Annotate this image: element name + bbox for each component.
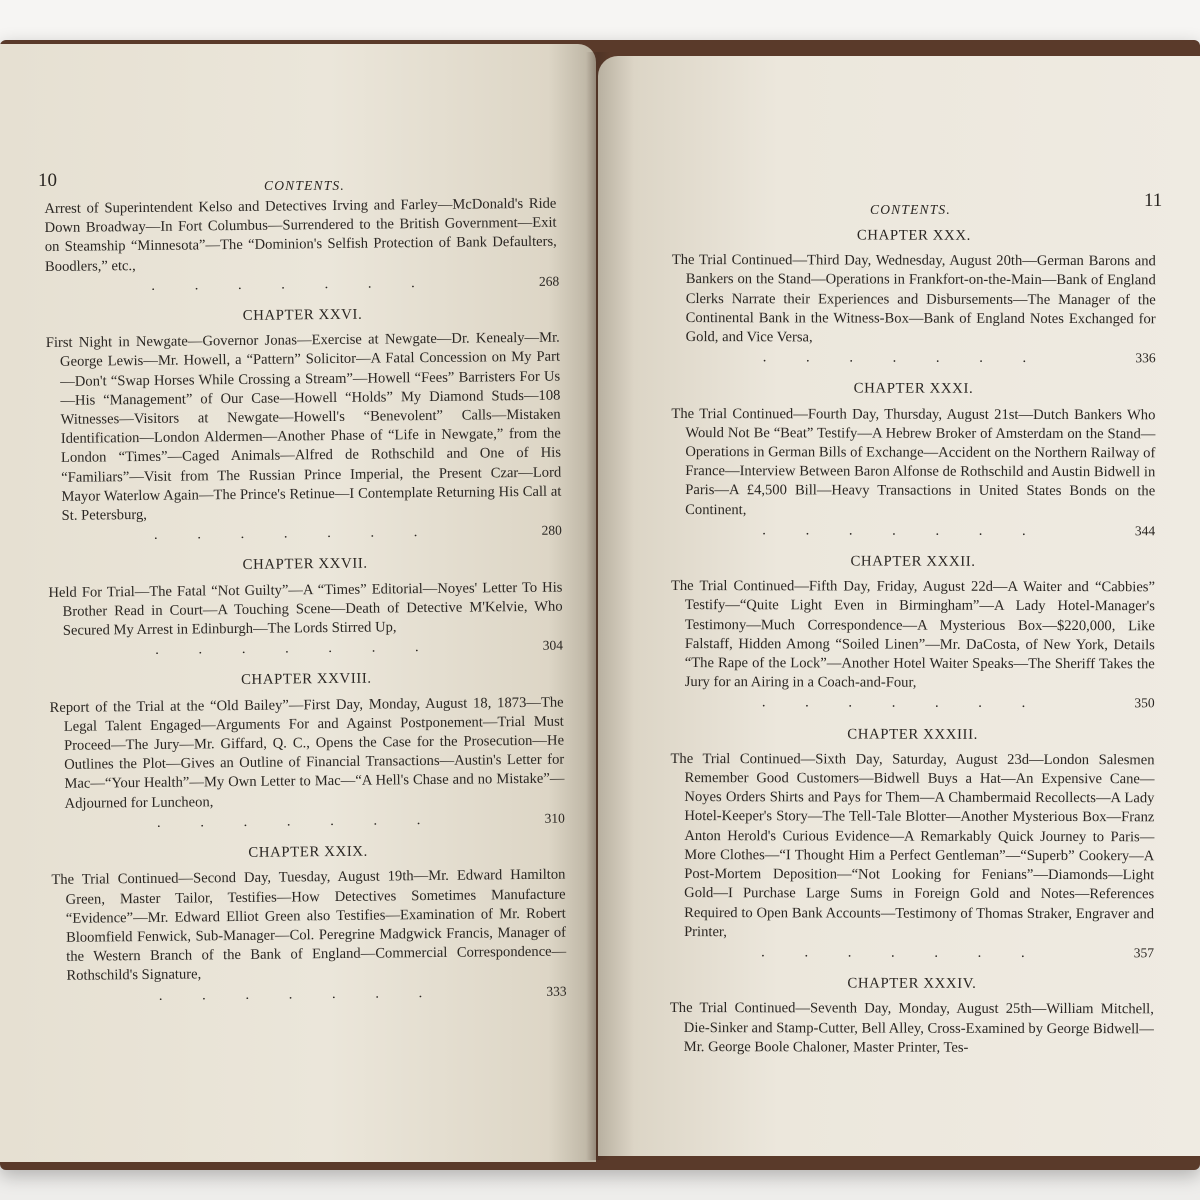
chapter-heading: CHAPTER XXVII. <box>242 556 368 574</box>
chapter-block <box>670 974 1154 1058</box>
running-head: CONTENTS. <box>264 178 345 193</box>
dot-leader: . . . . . . . <box>762 522 1044 539</box>
right-contents <box>670 196 1156 1058</box>
dot-leader: . . . . . . . <box>155 639 437 659</box>
left-page <box>0 44 596 1162</box>
page-number: 10 <box>38 170 57 191</box>
left-contents <box>44 165 567 1007</box>
right-page <box>598 56 1200 1156</box>
chapter-block <box>672 226 1156 369</box>
page-ref: 344 <box>1134 523 1156 539</box>
chapter-heading: CHAPTER XXX. <box>856 227 971 244</box>
page-ref-line <box>672 347 1156 368</box>
entry-text: The Trial Continued—Fifth Day, Friday, August 22d—A Waiter and “Cabbies” Testify—“Quite Light Even in Birmingham”—A Lady Hotel-Manager's Testimony—Much Correspondence—A Mysterious Box—$220,000, Like Falstaff, Hidden Among “Soiled Linen”—Mr. DaCosta, of New York, Details “The Rape of the Lock”—Another Hotel Waiter Speaks—The Sheriff Takes the Jury for an Airing in a Coach-and-Four, <box>670 578 1155 691</box>
page-number: 11 <box>1144 190 1163 211</box>
page-ref: 336 <box>1135 350 1156 366</box>
dot-leader: . . . . . . . <box>156 811 439 831</box>
dot-leader: . . . . . . . <box>761 694 1044 712</box>
entry-text: The Trial Continued—Second Day, Tuesday, August 19th—Mr. Edward Hamilton Green, Master Tailor, Testifies—How Detectives Sometimes Manufacture “Evidence”—Mr. Edward Elliot Green also Testifies—Examination of Mr. Robert Bloomfield Fenwick, Sub-Manager—Col. Peregrine Madgwick Francis, Manager of the Western Branch of the Bank of England—Commercial Correspondence—Rothschild's Signature, <box>51 866 567 985</box>
page-ref-line <box>671 520 1155 541</box>
dot-leader: . . . . . . . <box>761 944 1043 961</box>
contents-entry-continued <box>44 195 559 297</box>
entry-text: Arrest of Superintendent Kelso and Detectives Irving and Farley—McDonald's Ride Down Broadway—In Fort Columbus—Surrendered to the British Government—Exit on Steamship “Minnesota”—The “Dominion's Selfish Protection of Bank Defaulters, Boodlers,” etc., <box>44 195 557 275</box>
chapter-heading: CHAPTER XXVIII. <box>240 671 372 689</box>
page-ref: 350 <box>1134 695 1155 711</box>
dot-leader: . . . . . . . <box>158 984 441 1004</box>
chapter-heading: CHAPTER XXVI. <box>242 306 363 324</box>
page-ref: 357 <box>1133 945 1155 961</box>
page-ref: 333 <box>546 983 567 999</box>
entry-text: The Trial Continued—Seventh Day, Monday, August 25th—William Mitchell, Die-Sinker and Stamp-Cutter, Bell Alley, Cross-Examined by George Bidwell—Mr. George Boole Chaloner, Master Printer, Tes- <box>669 1000 1154 1056</box>
entry-text: Held For Trial—The Fatal “Not Guilty”—A “Times” Editorial—Noyes' Letter To His Brother Read in Court—A Touching Scene—Death of Detective M'Kelvie, Who Secured My Arrest in Edinburgh—The Lords Stirred Up, <box>48 579 563 639</box>
page-ref: 280 <box>541 522 562 539</box>
chapter-block <box>49 668 565 834</box>
entry-text: The Trial Continued—Fourth Day, Thursday, August 21st—Dutch Bankers Who Would Not Be “Beat” Testify—A Hebrew Broker of Amsterdam on the Stand—Operations in German Bills of Exchange—Accident on the Northern Railway of France—Interview Between Baron Alfonse de Rothschild and Austin Bidwell in Paris—A £4,500 Bill—Heavy Transactions in United States Bonds on the Continent, <box>671 405 1156 518</box>
page-ref: 304 <box>542 637 564 654</box>
chapter-block <box>51 841 567 1007</box>
chapter-block <box>670 725 1155 964</box>
page-ref: 268 <box>538 273 560 289</box>
dot-leader: . . . . . . . <box>153 524 436 544</box>
dot-leader: . . . . . . . <box>762 349 1045 367</box>
entry-text: The Trial Continued—Third Day, Wednesday, August 20th—German Barons and Bankers on the Stand—Operations in Frankfort-on-the-Main—Bank of England Clerks Narrate their Experiences and Disbursements—The Manager of the Continental Bank in the Witness-Box—Bank of England Notes Exchanged for Gold, and Vice Versa, <box>671 252 1156 346</box>
chapter-heading: CHAPTER XXXI. <box>853 380 974 398</box>
chapter-block <box>671 379 1155 541</box>
chapter-block <box>45 304 561 547</box>
page-ref-line <box>670 942 1154 963</box>
chapter-heading: CHAPTER XXXIV. <box>847 975 977 992</box>
entry-text: The Trial Continued—Sixth Day, Saturday, August 23d—London Salesmen Remember Good Customers—Bidwell Buys a Hat—An Expensive Cane—Noyes Orders Shirts and Pays for Them—A Chambermaid Recollects—A Lady Hotel-Keeper's Story—The Tell-Tale Blotter—Another Mysterious Box—Franz Anton Herold's Curious Evidence—A Remarkably Quick Journey to Paris—More Clothes—“I Thought Him a Perfect Gentleman”—“Superb” Cookery—A Post-Mortem Deposition—“Not Looking for Fenians”—Diamonds—Light Gold—I Purchase Large Sums in Foreign Gold and Notes—References Required to Open Bank Accounts—Testimony of Thomas Straker, Engraver and Printer, <box>670 750 1155 940</box>
entry-text: Report of the Trial at the “Old Bailey”—First Day, Monday, August 18, 1873—The Legal Talent Engaged—Arguments For and Against Postponement—Trial Must Proceed—The Jury—Mr. Giffard, Q. C., Opens the Case for the Prosecution—He Outlines the Plot—Gives an Outline of Financial Transactions—Austin's Letter for Mac—“Your Health”—My Own Letter to Mac—“A Hell's Chase and no Mistake”—Adjourned for Luncheon, <box>49 694 565 812</box>
page-ref: 310 <box>544 810 565 826</box>
chapter-heading: CHAPTER XXXII. <box>850 553 976 570</box>
chapter-heading: CHAPTER XXXIII. <box>847 726 978 743</box>
dot-leader: . . . . . . . <box>151 274 433 294</box>
entry-text: First Night in Newgate—Governor Jonas—Exercise at Newgate—Dr. Kenealy—Mr. George Lewis—Mr. Howell, a “Pattern” Solicitor—A Fatal Concession on My Part—Don't “Swap Horses While Crossing a Stream”—Howell “Fees” Barristers For Us—His “Management” of Our Case—Howell “Holds” My Diamond Studs—108 Witnesses—Visitors at Newgate—Howell's “Benevolent” Calls—Mistaken Identification—London Aldermen—Another Phase of “Life in Newgate,” from the London “Times”—Caged Animals—Alfred de Rothschild and One of His “Familiars”—Visit from The Russian Prince Imperial, the Present Czar—Lord Mayor Waterlow Again—The Prince's Retinue—I Contemplate Returning His Call at St. Petersburg, <box>45 329 562 524</box>
chapter-block <box>671 552 1155 714</box>
running-head: CONTENTS. <box>870 202 951 217</box>
page-ref-line <box>671 692 1155 713</box>
chapter-block <box>48 553 563 661</box>
chapter-heading: CHAPTER XXIX. <box>248 843 369 861</box>
